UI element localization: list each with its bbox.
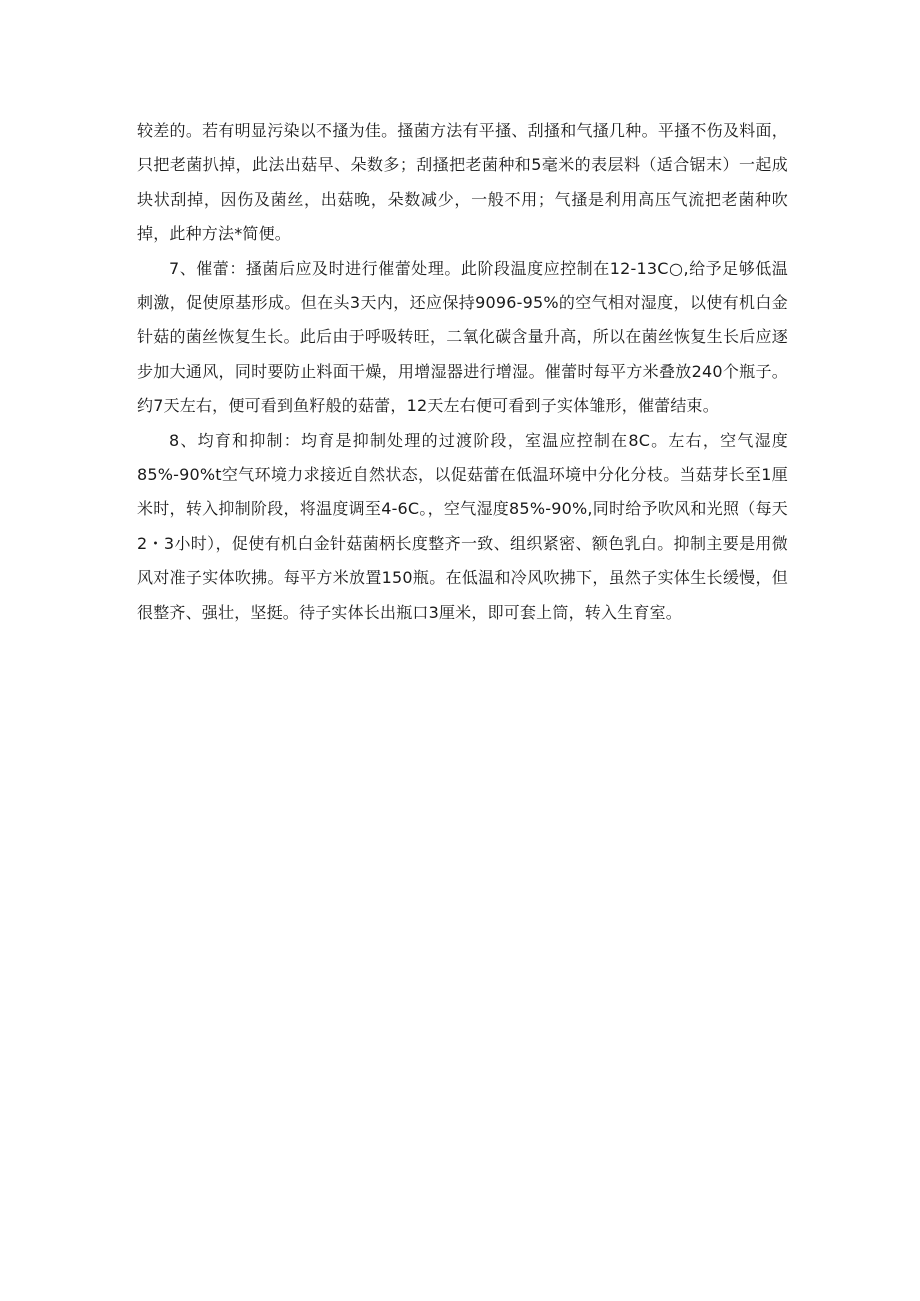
paragraph-step-8: 8、均育和抑制：均育是抑制处理的过渡阶段，室温应控制在8C。左右，空气湿度85%-90%t空气环境力求接近自然状态，以促菇蕾在低温环境中分化分枝。当菇芽长至1厘米时，转入抑制阶段，将温度调至4-6C。，空气湿度85%-90%,同时给予吹风和光照（每天2・3小时），促使有机白金针菇菌柄长度整齐一致、组织紧密、额色乳白。抑制主要是用微风对准子实体吹拂。每平方米放置150瓶。在低温和冷风吹拂下，虽然子实体生长缓慢，但很整齐、强壮，坚挺。待子实体长出瓶口3厘米，即可套上筒，转入生育室。 (137, 430, 788, 622)
paragraph-continuation: 较差的。若有明显污染以不搔为佳。搔菌方法有平搔、刮搔和气搔几种。平搔不伤及料面，只把老菌扒掉，此法出菇早、朵数多；刮搔把老菌种和5毫米的表层料（适合锯末）一起成块状刮掉，因伤及菌丝，出菇晚，朵数减少，一般不用；气搔是利用高压气流把老菌种吹掉，此种方法*简便。 (137, 121, 788, 244)
paragraph-step-7: 7、催蕾：搔菌后应及时进行催蕾处理。此阶段温度应控制在12-13C○,给予足够低温刺激，促使原基形成。但在头3天内，还应保持9096-95%的空气相对湿度，以使有机白金针菇的菌丝恢复生长。此后由于呼吸转旺，二氧化碳含量升高，所以在菌丝恢复生长后应逐步加大通风，同时要防止料面干燥，用增湿器进行增湿。催蕾时每平方米叠放240个瓶子。约7天左右，便可看到鱼籽般的菇蕾，12天左右便可看到子实体雏形，催蕾结束。 (137, 258, 788, 416)
document-body (137, 114, 788, 630)
